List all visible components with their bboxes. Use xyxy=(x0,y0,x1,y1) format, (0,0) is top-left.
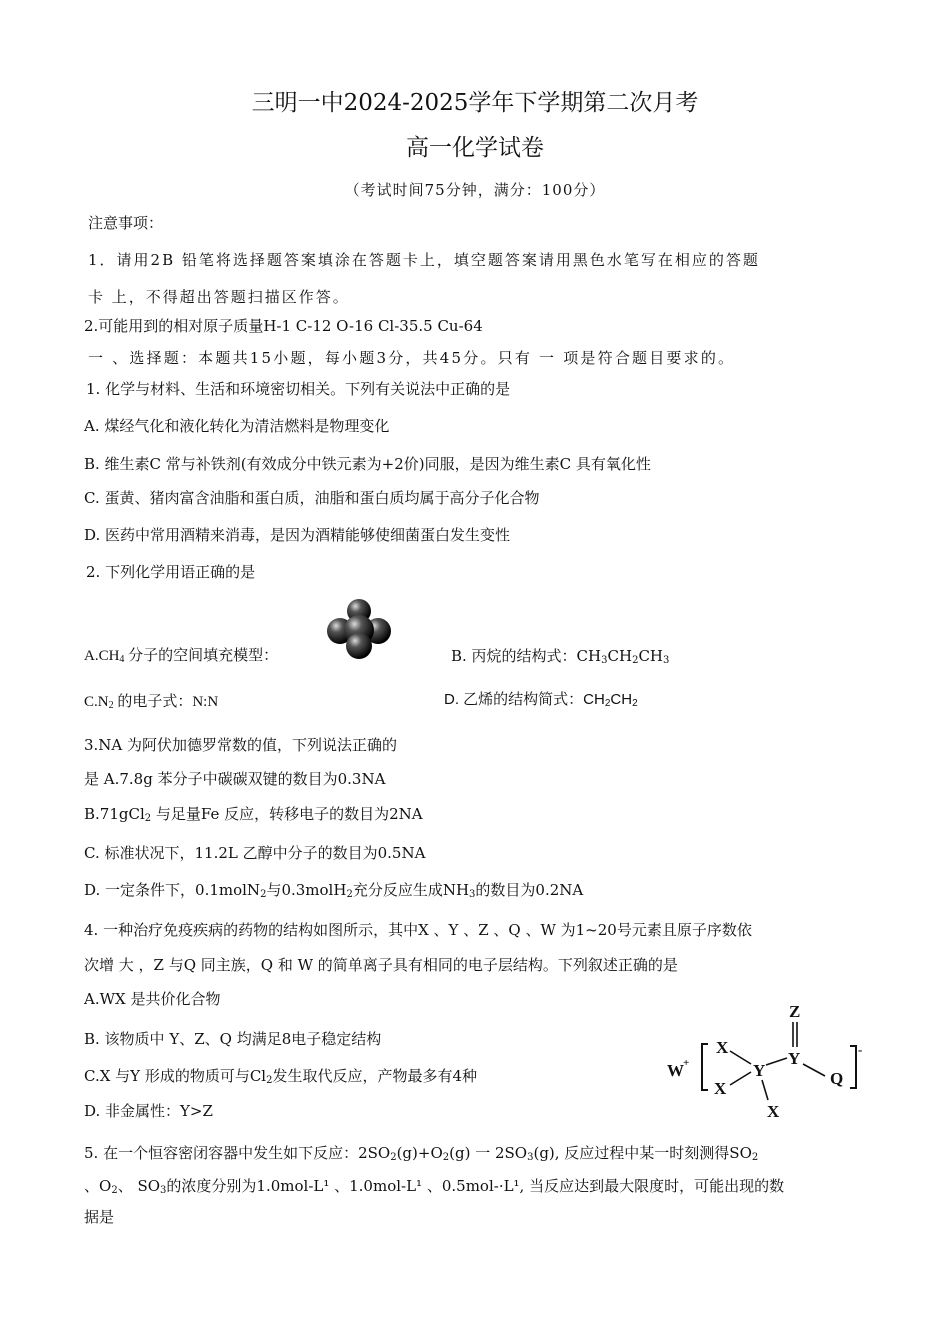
figure-atom-x-top: X xyxy=(716,1038,729,1057)
exam-info: （考试时间75分钟，满分：100分） xyxy=(344,181,606,199)
q4-option-c: C.X 与Y 形成的物质可与$Cl_2$发生取代反应，产物最多有4种 xyxy=(84,1067,478,1086)
q2-stem: 2. 下列化学用语正确的是 xyxy=(86,563,256,581)
q1-option-d: D. 医药中常用酒精来消毒，是因为酒精能够使细菌蛋白发生变性 xyxy=(84,526,511,544)
figure-atom-x-bottom-left: X xyxy=(714,1079,727,1098)
note-1-line-2: 卡 上，不得超出答题扫描区作答。 xyxy=(88,288,350,306)
figure-right-bracket xyxy=(850,1046,856,1088)
figure-atom-y1: Y xyxy=(753,1061,766,1080)
section-1-heading: 一 、选择题：本题共15小题，每小题3分，共45分。只有 一 项是符合题目要求的。 xyxy=(88,349,736,367)
figure-atom-y2: Y xyxy=(788,1049,801,1068)
exam-title: 三明一中2024-2025学年下学期第二次月考 xyxy=(251,90,699,116)
q3-option-b: B.71gCl$_2$ 与足量Fe 反应，转移电子的数目为2NA xyxy=(84,805,423,824)
q1-option-c: C. 蛋黄、猪肉富含油脂和蛋白质，油脂和蛋白质均属于高分子化合物 xyxy=(84,489,540,507)
q5-stem-line-3: 据是 xyxy=(84,1208,115,1226)
figure-w-charge: + xyxy=(683,1057,690,1069)
q1-option-b: B. 维生素C 常与补铁剂(有效成分中铁元素为+2价)同服，是因为维生素C 具有氧化性 xyxy=(84,455,651,473)
figure-atom-w: W xyxy=(667,1061,684,1080)
q4-structure-figure xyxy=(664,998,874,1122)
q3-option-c: C. 标准状况下，11.2L 乙醇中分子的数目为0.5NA xyxy=(84,844,426,862)
q2-option-d: D. 乙烯的结构简式：$CH_2CH_2$ xyxy=(444,691,638,709)
q4-option-a: A.WX 是共价化合物 xyxy=(84,990,221,1008)
q1-stem: 1. 化学与材料、生活和环境密切相关。下列有关说法中正确的是 xyxy=(86,380,511,398)
q3-stem: 3.NA 为阿伏加德罗常数的值，下列说法正确的 xyxy=(84,736,398,754)
q3-option-a: 是 A.7.8g 苯分子中碳碳双键的数目为0.3NA xyxy=(84,770,386,788)
figure-atom-q: Q xyxy=(830,1069,844,1088)
figure-left-bracket xyxy=(702,1044,708,1090)
q2-option-a: $A.CH_4$ 分子的空间填充模型： xyxy=(84,648,279,665)
exam-subtitle: 高一化学试卷 xyxy=(406,135,544,161)
note-2: 2.可能用到的相对原子质量H-1 C-12 O-16 Cl-35.5 Cu-64 xyxy=(84,317,483,335)
q3-option-d: D. 一定条件下，0.1molN$_2$与0.3molH$_2$充分反应生成$NH_3$的数目为0.2NA xyxy=(84,881,584,900)
q4-stem-line-2: 次增 大 ，Z 与Q 同主族，Q 和 W 的简单离子具有相同的电子层结构。下列叙述正确的是 xyxy=(84,956,678,974)
q4-option-b: B. 该物质中 Y、Z、Q 均满足8电子稳定结构 xyxy=(84,1030,382,1048)
q2-option-c: $C.N_2$ 的电子式：N:N xyxy=(84,694,219,711)
figure-anion-charge: - xyxy=(858,1042,863,1057)
ch4-space-filling-model-icon xyxy=(326,598,392,660)
note-1-line-1: 1．请用2B 铅笔将选择题答案填涂在答题卡上，填空题答案请用黑色水笔写在相应的答题 xyxy=(88,251,760,269)
q5-stem-line-2: 、$O_2$、 $SO_3$的浓度分别为1.0mol-L¹ 、1.0mol-L¹ 、0.5mol-·L¹, 当反应达到最大限度时，可能出现的数 xyxy=(84,1177,785,1196)
q4-option-d: D. 非金属性：Y>Z xyxy=(84,1102,213,1120)
figure-atom-z: Z xyxy=(789,1002,801,1021)
q2-option-b: B. 丙烷的结构式：$CH_3CH_2CH_3$ xyxy=(451,647,670,666)
q5-stem-line-1: 5. 在一个恒容密闭容器中发生如下反应：$2SO_2(g)+O_2(g)$ 一 $2SO_3(g)$, 反应过程中某一时刻测得$SO_2$ xyxy=(84,1144,759,1163)
notes-heading: 注意事项： xyxy=(88,214,164,232)
q4-stem-line-1: 4. 一种治疗免疫疾病的药物的结构如图所示，其中X 、Y 、Z 、Q 、W 为1~20号元素且原子序数依 xyxy=(84,921,752,939)
q1-option-a: A. 煤经气化和液化转化为清洁燃料是物理变化 xyxy=(84,417,390,435)
figure-atom-x-bottom: X xyxy=(767,1102,780,1121)
